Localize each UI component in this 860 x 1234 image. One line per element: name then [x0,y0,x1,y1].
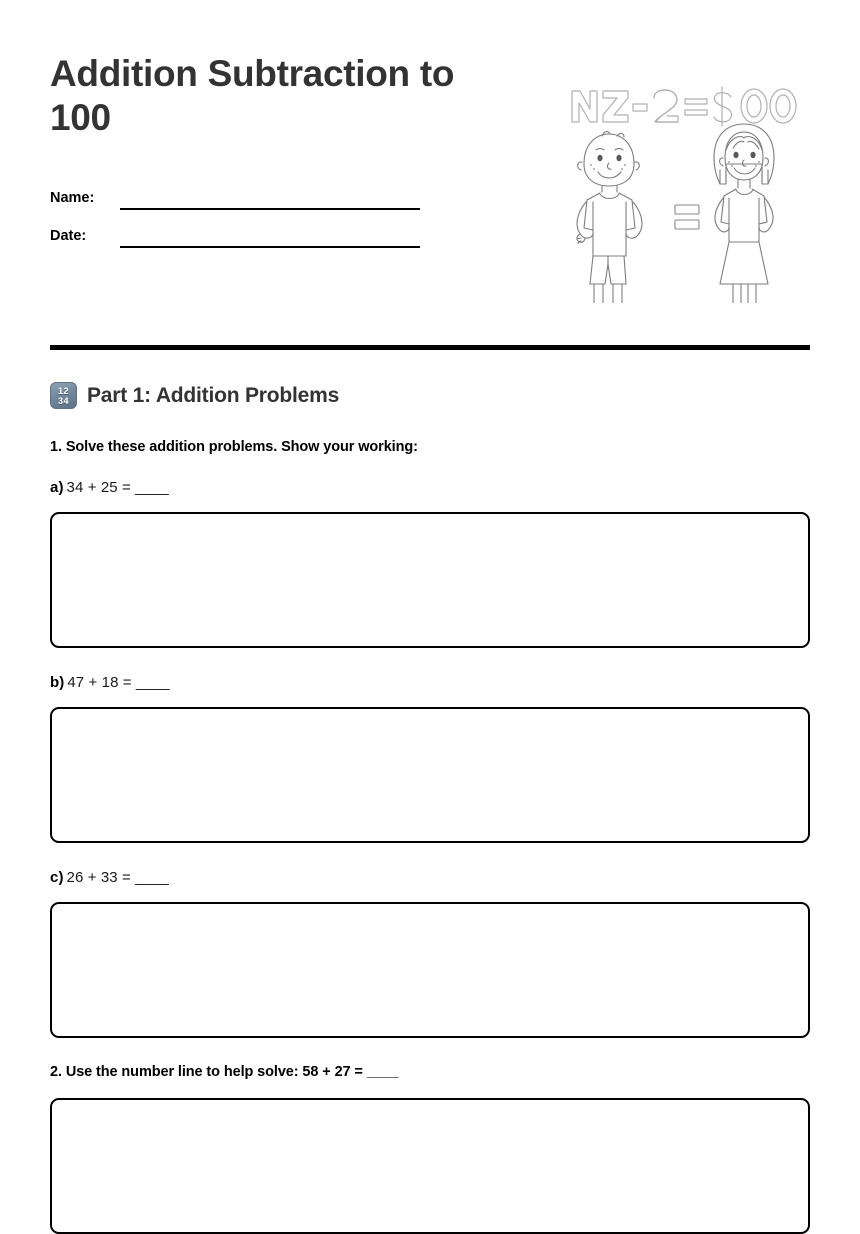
icon-top-digits: 12 [57,385,69,396]
problem-b-text: 47 + 18 = ____ [67,674,170,691]
worksheet-content [50,382,810,1234]
input-numbers-icon [50,382,77,409]
question-2-prompt: 2. Use the number line to help solve: 58 + 27 = ____ [50,1064,399,1080]
part1-heading [50,382,810,409]
header-illustration [562,78,812,303]
problem-a-text: 34 + 25 = ____ [66,479,169,496]
problem-a [50,479,810,496]
icon-bottom-digits: 34 [57,395,69,406]
problem-c-label: c) [50,869,64,886]
answer-box-question-2[interactable] [50,1098,810,1234]
date-input-line[interactable] [120,245,420,248]
banner-text-outline [572,87,796,126]
problem-b-label: b) [50,674,65,691]
answer-box-c[interactable] [50,902,810,1038]
answer-box-b[interactable] [50,707,810,843]
boy-character [577,132,642,303]
problem-b [50,674,810,691]
part1-heading-text: Part 1: Addition Problems [87,383,340,407]
answer-box-a[interactable] [50,512,810,648]
problem-c-text: 26 + 33 = ____ [66,869,169,886]
name-label: Name: [50,190,95,207]
page-title: Addition Subtraction to 100 [50,53,455,138]
girl-character [714,124,774,303]
equals-sign-figure [675,205,699,229]
date-label: Date: [50,228,87,245]
worksheet-header [0,0,860,300]
header-divider [50,345,810,350]
name-input-line[interactable] [120,207,420,210]
problem-c [50,869,810,886]
problem-a-label: a) [50,479,64,496]
question-1-prompt: 1. Solve these addition problems. Show your working: [50,439,418,455]
